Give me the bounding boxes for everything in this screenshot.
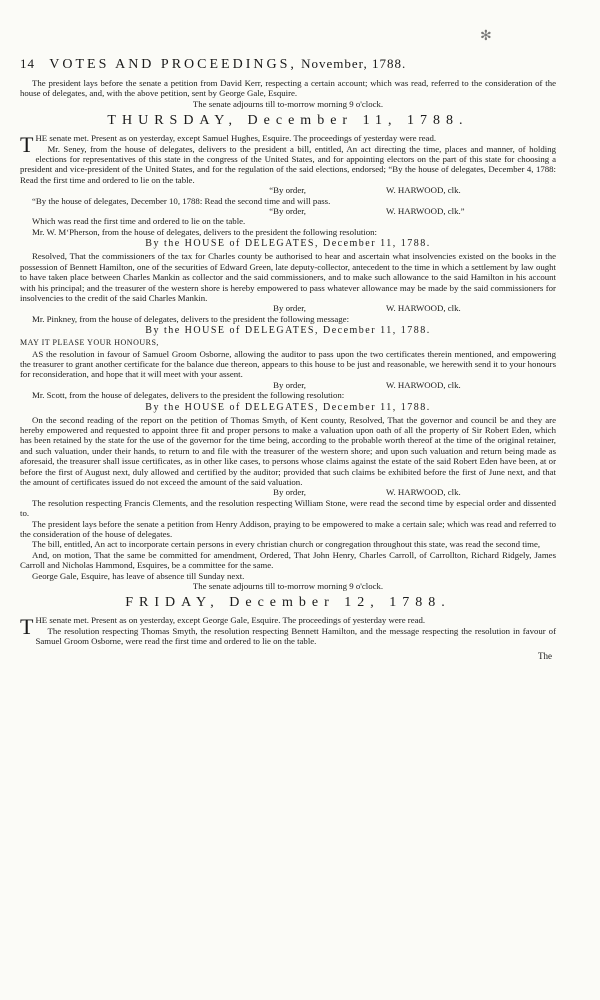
paragraph-resolved-hamilton: Resolved, That the commissioners of the tax for Charles county be authorised to hear and ascertain what insolvencies existed on the books in the possession of Bennett Hamilton, one of the securities of Edward Green, late deputy-collector, antecedent to the time in which a settlement by law ought to have taken place between Charles Mankin as collector and the said commissioners, and to make such allowance to the said Hamilton in his account with his principal; and the treasurer of the western shore is hereby empowered to pass whatever allowance may be made by the said commissioners for insolvencies to the credit of the said Charles Mankin. (20, 251, 556, 303)
house-heading: By the HOUSE of DELEGATES, December 11, 1788. (145, 325, 431, 337)
house-heading: By the HOUSE of DELEGATES, December 11, 1788. (145, 401, 431, 413)
day-heading-friday: FRIDAY, December 12, 1788. (125, 595, 451, 611)
running-header (20, 56, 556, 73)
catchword: The (538, 650, 552, 661)
paragraph-addison: The president lays before the senate a petition from Henry Addison, praying to be empowered to make a certain sale; which was read and referred to the consideration of the house of delegates. (20, 518, 556, 540)
paragraph-church-bill: The bill, entitled, An act to incorporate certain persons in every christian church or congregation throughout this state, was read the second time, (32, 539, 541, 550)
paragraph-dec10: “By the house of delegates, December 10, 1788: Read the second time and will pass. (32, 195, 331, 206)
drop-cap: T (20, 132, 34, 158)
house-heading: By the HOUSE of DELEGATES, December 11, 1788. (145, 238, 431, 250)
drop-cap: T (20, 614, 34, 640)
paragraph-committee: And, on motion, That the same be committed for amendment, Ordered, That John Henry, Charles Carroll, of Carrollton, Richard Ridgely, James Carroll and Nicholas Hammond, Esquires, be a committee for the same. (20, 549, 556, 571)
paragraph-gale-leave: George Gale, Esquire, has leave of absence till Sunday next. (32, 570, 245, 581)
paragraph-osborne-message: AS the resolution in favour of Samuel Groom Osborne, allowing the auditor to pass upon the two certificates therein mentioned, and empowering the treasurer to grant another certificate for the balance due thereon, appears to this house to be just and reasonable, we herewith send it to your honours for reconsideration, and hope that it will meet with your assent. (20, 348, 556, 380)
paragraph-kerr-petition: The president lays before the senate a petition from David Kerr, respecting a certain account; which was read, referred to the consideration of the house of delegates, and, with the above petition, sent by George Gale, Esquire. (20, 78, 556, 99)
paragraph-senate-met: THE senate met. Present as on yesterday, except Samuel Hughes, Esquire. The proceedings of yesterday were read. (20, 132, 437, 158)
adjournment-line: The senate adjourns till to-morrow morning 9 o'clock. (192, 98, 384, 109)
salutation: MAY IT PLEASE YOUR HONOURS, (20, 338, 159, 348)
paragraph-friday-met: THE senate met. Present as on yesterday, except George Gale, Esquire. The proceedings of yesterday were read. (20, 614, 426, 640)
paragraph-scott: Mr. Scott, from the house of delegates, delivers to the president the following resolution: (32, 390, 345, 401)
signature-block: By order, W. HARWOOD, clk. (273, 303, 461, 314)
paragraph-friday-resolutions: The resolution respecting Thomas Smyth, the resolution respecting Bennett Hamilton, and the message respecting the resolution in favour of Samuel Groom Osborne, were read the first time and ordered to lie on the table. (35, 625, 556, 647)
adjournment-line: The senate adjourns till to-morrow morning 9 o'clock. (192, 581, 384, 592)
paragraph-smyth-resolution: On the second reading of the report on the petition of Thomas Smyth, of Kent county, Resolved, That the governor and council be and they are hereby empowered and requested to appoint three fit and proper persons to make a valuation upon oath of all the property of Sir Robert Eden, which has been retained by the state for the use of the governor for the time being, according to the probable worth thereof at the time of the original retainer, and such valuation, under their hands, to return to and file with the treasurer of the western shore; and upon such valuation and return being made as aforesaid, the treasurer shall issue certificates, as in other like cases, to persons whose claims against the estate of the said Robert Eden have been, at or before the first of August next, duly allowed and certified by the auditor; provided that such claims be exhibited before the first of June next, and that the amount of certificates issued do not exceed the amount of the said valuation. (20, 414, 556, 487)
ink-smudge-icon: ✻ (480, 29, 492, 44)
paragraph-pinkney: Mr. Pinkney, from the house of delegates, delivers to the president the following message: (32, 313, 350, 324)
signature-block: “By order, W. HARWOOD, clk.” (269, 206, 465, 217)
signature-block: “By order, W. HARWOOD, clk. (269, 185, 461, 196)
paragraph-seney-bill: Mr. Seney, from the house of delegates, delivers to the president a bill, entitled, An act directing the time, places and manner, of holding elections for representatives of this state in the congress of the United States, and for appointing electors on the part of this state for choosing a president and vice-president of the United States, and for the regulation of the said elections, endorsed; “By the house of delegates, December 4, 1788: Read the first time and ordered to lie on the table. (20, 143, 556, 185)
header-date: November, 1788. (301, 56, 407, 71)
paragraph-clements-stone: The resolution respecting Francis Clements, and the resolution respecting William Stone, were read the second time by especial order and dissented to. (20, 497, 556, 519)
signature-block: By order, W. HARWOOD, clk. (273, 379, 461, 390)
paragraph-read-first: Which was read the first time and ordered to lie on the table. (32, 216, 246, 227)
page-title: VOTES AND PROCEEDINGS, (49, 57, 297, 72)
paragraph-mpherson: Mr. W. M‘Pherson, from the house of delegates, delivers to the president the following resolution: (32, 226, 377, 237)
page-number: 14 (20, 56, 35, 71)
day-heading-thursday: THURSDAY, December 11, 1788. (107, 113, 469, 129)
signature-block: By order, W. HARWOOD, clk. (273, 487, 461, 498)
